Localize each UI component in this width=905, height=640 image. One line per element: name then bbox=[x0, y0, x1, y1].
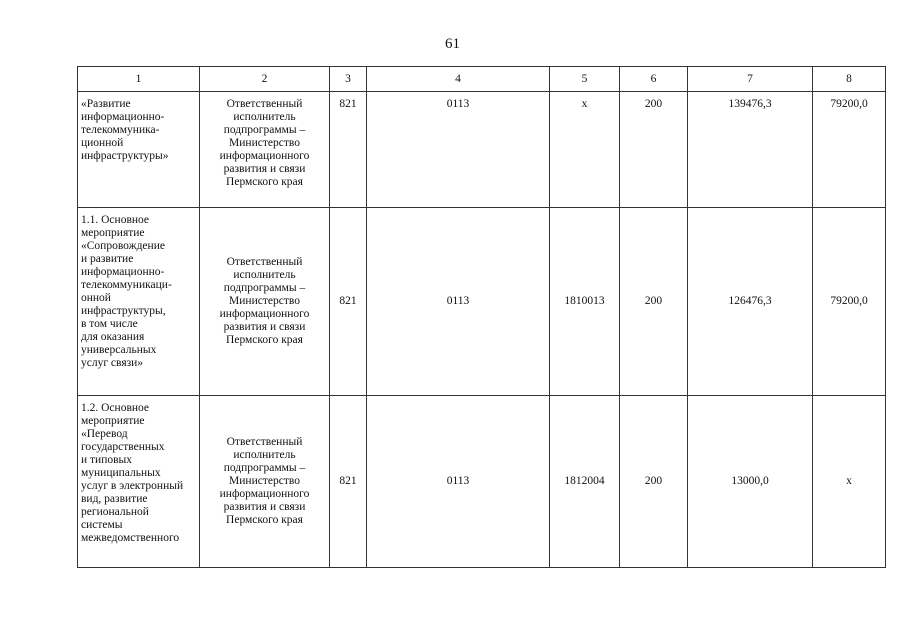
amount-col8: 79200,0 bbox=[830, 98, 868, 110]
column-header: 4 bbox=[367, 67, 550, 92]
program-name-cell bbox=[78, 208, 200, 396]
target-article-cell bbox=[550, 396, 620, 568]
expense-type: 200 bbox=[644, 475, 663, 487]
admin-code: 821 bbox=[339, 295, 357, 307]
section-cell bbox=[367, 396, 550, 568]
expense-type-cell bbox=[620, 396, 688, 568]
amount-col8: х bbox=[846, 475, 852, 487]
page-number: 61 bbox=[445, 36, 460, 52]
executor-text: Ответственный исполнитель подпрограммы – Министерство информационного развития и связи Пермского края bbox=[219, 256, 310, 346]
budget-table bbox=[77, 66, 886, 568]
column-header: 6 bbox=[620, 67, 688, 92]
section-cell bbox=[367, 92, 550, 208]
section-code: 0113 bbox=[446, 98, 470, 110]
table-row bbox=[78, 92, 886, 208]
code-cell bbox=[330, 208, 367, 396]
admin-code: 821 bbox=[339, 98, 357, 110]
code-cell bbox=[330, 92, 367, 208]
column-header: 7 bbox=[688, 67, 813, 92]
column-header: 8 bbox=[813, 67, 886, 92]
executor-cell bbox=[200, 396, 330, 568]
program-name-cell bbox=[78, 396, 200, 568]
program-name: 1.1. Основное мероприятие «Сопровождение и развитие информационно- телекоммуникаци- онной инфраструктуры, в том числе для оказания универсальных услуг связи» bbox=[81, 214, 172, 369]
table-row bbox=[78, 208, 886, 396]
program-name-cell bbox=[78, 92, 200, 208]
amount-cell bbox=[813, 208, 886, 396]
table-header-row bbox=[78, 67, 886, 92]
expense-type: 200 bbox=[644, 295, 663, 307]
amount-col7: 13000,0 bbox=[731, 475, 769, 487]
section-cell bbox=[367, 208, 550, 396]
amount-col8: 79200,0 bbox=[830, 295, 868, 307]
expense-type-cell bbox=[620, 208, 688, 396]
amount-col7: 139476,3 bbox=[728, 98, 772, 110]
expense-type-cell bbox=[620, 92, 688, 208]
program-name: 1.2. Основное мероприятие «Перевод государственных и типовых муниципальных услуг в электронный вид, развитие региональной системы межведомственного bbox=[81, 402, 184, 544]
table-row bbox=[78, 396, 886, 568]
target-article-cell bbox=[550, 208, 620, 396]
amount-cell bbox=[813, 396, 886, 568]
amount-cell bbox=[688, 208, 813, 396]
target-article: 1812004 bbox=[564, 475, 605, 487]
target-article: х bbox=[581, 98, 588, 110]
column-header: 1 bbox=[78, 67, 200, 92]
expense-type: 200 bbox=[644, 98, 663, 110]
executor-text: Ответственный исполнитель подпрограммы – Министерство информационного развития и связи Пермского края bbox=[219, 98, 310, 188]
target-article-cell bbox=[550, 92, 620, 208]
column-header: 3 bbox=[330, 67, 367, 92]
amount-cell bbox=[688, 396, 813, 568]
section-code: 0113 bbox=[446, 295, 470, 307]
amount-col7: 126476,3 bbox=[728, 295, 772, 307]
admin-code: 821 bbox=[339, 475, 357, 487]
program-name: «Развитие информационно- телекоммуника- ционной инфраструктуры» bbox=[81, 98, 169, 162]
target-article: 1810013 bbox=[564, 295, 605, 307]
code-cell bbox=[330, 396, 367, 568]
section-code: 0113 bbox=[446, 475, 470, 487]
amount-cell bbox=[813, 92, 886, 208]
column-header: 2 bbox=[200, 67, 330, 92]
executor-cell bbox=[200, 208, 330, 396]
amount-cell bbox=[688, 92, 813, 208]
column-header: 5 bbox=[550, 67, 620, 92]
executor-cell bbox=[200, 92, 330, 208]
executor-text: Ответственный исполнитель подпрограммы – Министерство информационного развития и связи Пермского края bbox=[219, 436, 310, 526]
